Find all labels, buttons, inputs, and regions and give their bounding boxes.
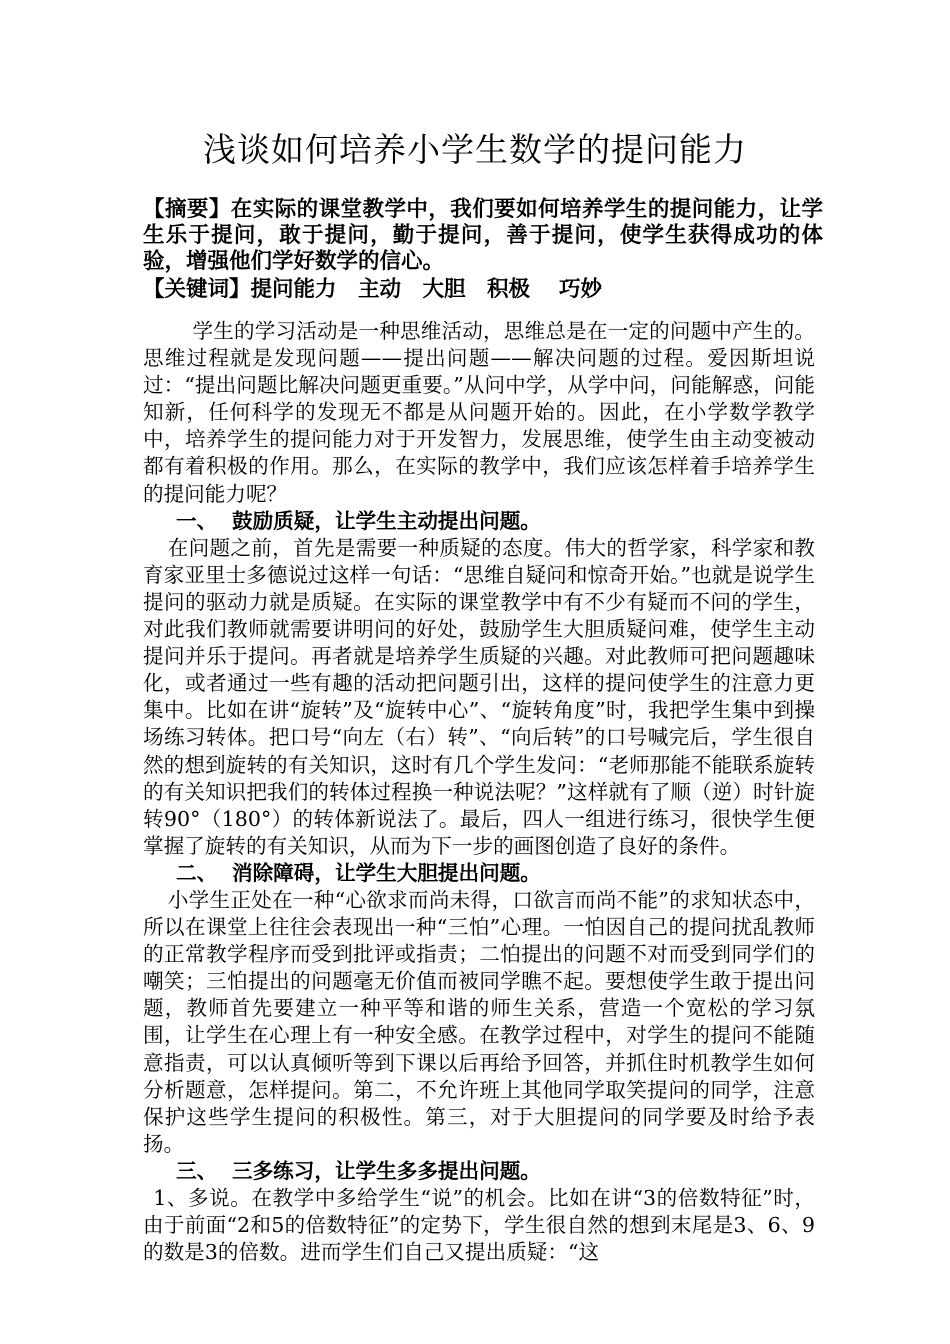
section-title-2: 消除障碍，让学生大胆提出问题。 [232,860,541,885]
section-heading-3 [143,1158,815,1185]
keywords [143,277,823,303]
abstract-block [143,197,823,303]
abstract-text: 在实际的课堂教学中，我们要如何培养学生的提问能力，让学生乐于提问，敢于提问，勤于提问，善于提问，使学生获得成功的体验，增强他们学好数学的信心。 [143,197,823,274]
document-body [143,318,815,1266]
document-title: 浅谈如何培养小学生数学的提问能力 [203,130,747,169]
keywords-label: 【关键词】 [143,277,251,302]
section-paragraph-1: 在问题之前，首先是需要一种质疑的态度。伟大的哲学家，科学家和教育家亚里士多德说过这样一句话：“思维自疑问和惊奇开始。”也就是说学生提问的驱动力就是质疑。在实际的课堂教学中有不少有疑而不问的学生，对此我们教师就需要讲明问的好处，鼓励学生大胆质疑问难，使学生主动提问并乐于提问。再者就是培养学生质疑的兴趣。对此教师可把问题趣味化，或者通过一些有趣的活动把问题引出，这样的提问使学生的注意力更集中。比如在讲“旋转”及“旋转中心”、“旋转角度”时，我把学生集中到操场练习转体。把口号“向左（右）转”、“向后转”的口号喊完后，学生很自然的想到旋转的有关知识，这时有几个学生发问：“老师那能不能联系旋转的有关知识把我们的转体过程换一种说法呢？”这样就有了顺（逆）时针旋转90°（180°）的转体新说法了。最后，四人一组进行练习，很快学生便掌握了旋转的有关知识，从而为下一步的画图创造了良好的条件。 [143,535,815,858]
section-number-2: 二、 [176,860,218,885]
intro-paragraph: 学生的学习活动是一种思维活动，思维总是在一定的问题中产生的。思维过程就是发现问题——提出问题——解决问题的过程。爱因斯坦说过：“提出问题比解决问题更重要。”从问中学，从学中问，问能解惑，问能知新，任何科学的发现无不都是从问题开始的。因此，在小学数学教学中，培养学生的提问能力对于开发智力，发展思维，使学生由主动变被动都有着积极的作用。那么，在实际的教学中，我们应该怎样着手培养学生的提问能力呢？ [143,319,815,506]
section-title-1: 鼓励质疑，让学生主动提出问题。 [232,508,541,533]
abstract [143,197,823,275]
abstract-label: 【摘要】 [143,197,231,222]
keywords-text: 提问能力 主动 大胆 积极 巧妙 [250,277,603,302]
section-heading-2 [143,860,815,887]
section-heading-1 [143,508,815,535]
section-title-3: 三多练习，让学生多多提出问题。 [232,1158,541,1183]
section-paragraph-2: 小学生正处在一种“心欲求而尚未得，口欲言而尚不能”的求知状态中，所以在课堂上往往会表现出一种“三怕”心理。一怕因自己的提问扰乱教师的正常教学程序而受到批评或指责；二怕提出的问题不对而受到同学们的嘲笑；三怕提出的问题毫无价值而被同学瞧不起。要想使学生敢于提出问题，教师首先要建立一种平等和谐的师生关系，营造一个宽松的学习氛围，让学生在心理上有一种安全感。在教学过程中，对学生的提问不能随意指责，可以认真倾听等到下课以后再给予回答，并抓住时机教学生如何分析题意，怎样提问。第二，不允许班上其他同学取笑提问的同学，注意保护这些学生提问的积极性。第三，对于大胆提问的同学要及时给予表扬。 [143,887,815,1156]
section-number-3: 三、 [176,1158,218,1183]
section-paragraph-3: 1、多说。在教学中多给学生“说”的机会。比如在讲“3的倍数特征”时，由于前面“2和5的倍数特征”的定势下，学生很自然的想到末尾是3、6、9的数是3的倍数。进而学生们自己又提出质疑：“这 [143,1186,815,1265]
section-number-1: 一、 [176,508,218,533]
